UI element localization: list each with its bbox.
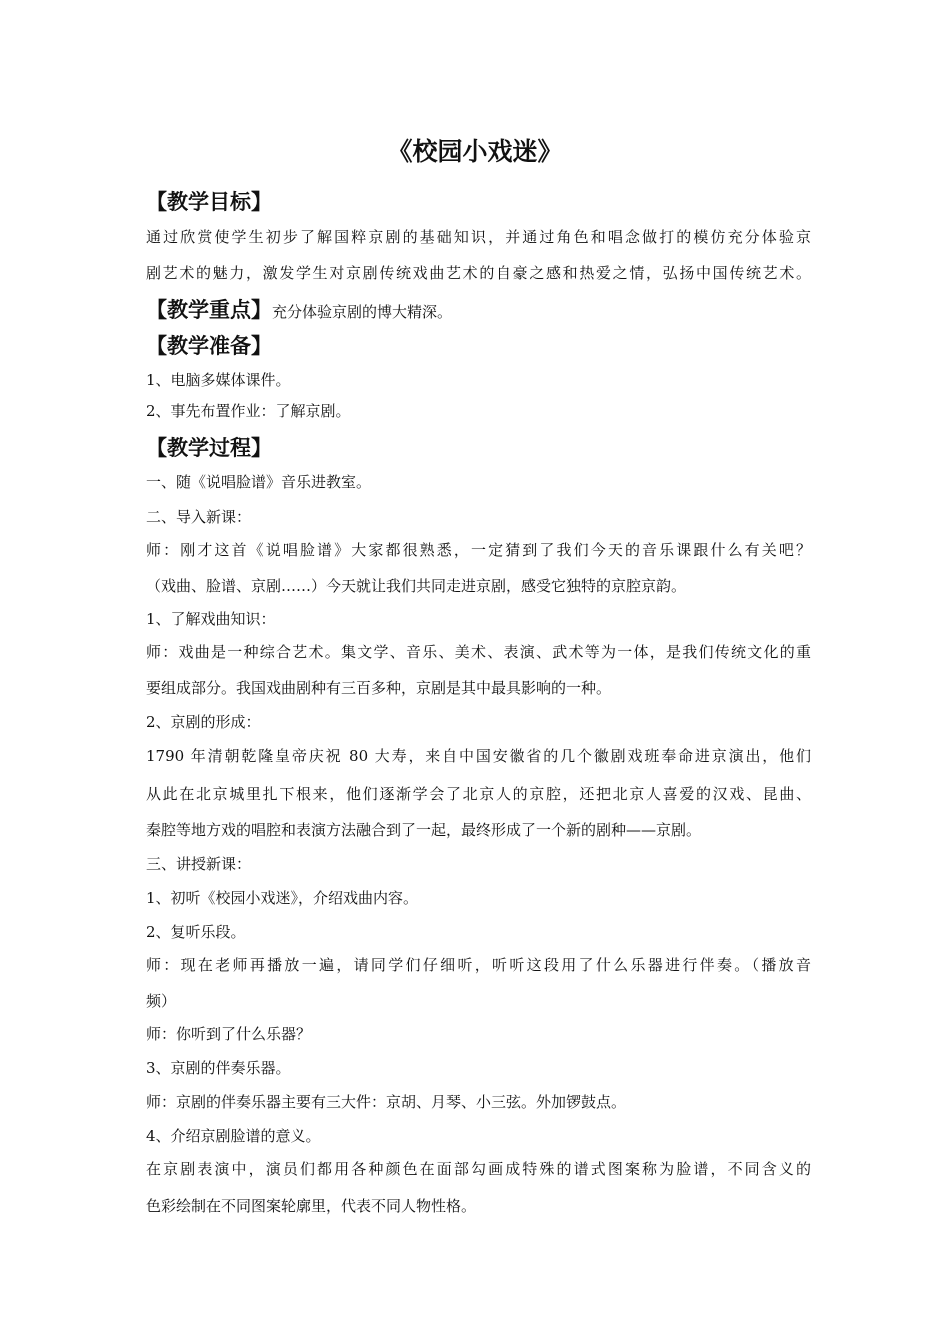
paragraph-line: 1、了解戏曲知识： (146, 610, 276, 628)
paragraph-line: 1、初听《校园小戏迷》，介绍戏曲内容。 (146, 889, 419, 907)
paragraph-line: 师：京剧的伴奏乐器主要有三大件：京胡、月琴、小三弦。外加锣鼓点。 (146, 1093, 627, 1111)
heading-goals: 【教学目标】 (146, 190, 272, 214)
paragraph-line: 1790 年清朝乾隆皇帝庆祝 80 大寿，来自中国安徽省的几个徽剧戏班奉命进京演出，他们 (146, 747, 811, 765)
paragraph-line: 师：刚才这首《说唱脸谱》大家都很熟悉，一定猜到了我们今天的音乐课跟什么有关吧？ (146, 541, 811, 559)
paragraph-line: 3、京剧的伴奏乐器。 (146, 1059, 291, 1077)
paragraph-line: 频） (146, 992, 177, 1010)
paragraph-line: 要组成部分。我国戏曲剧种有三百多种，京剧是其中最具影响的一种。 (146, 679, 612, 697)
list-item: 1、电脑多媒体课件。 (146, 371, 291, 389)
paragraph-line: 秦腔等地方戏的唱腔和表演方法融合到了一起，最终形成了一个新的剧种——京剧。 (146, 821, 702, 839)
paragraph-line: 通过欣赏使学生初步了解国粹京剧的基础知识，并通过角色和唱念做打的模仿充分体验京 (146, 228, 811, 246)
paragraph-line: 在京剧表演中，演员们都用各种颜色在面部勾画成特殊的谱式图案称为脸谱，不同含义的 (146, 1160, 811, 1178)
paragraph-line: 4、介绍京剧脸谱的意义。 (146, 1127, 321, 1145)
heading-prep: 【教学准备】 (146, 334, 272, 358)
paragraph-line: 2、京剧的形成： (146, 713, 261, 731)
paragraph-line: 师：现在老师再播放一遍，请同学们仔细听，听听这段用了什么乐器进行伴奏。（播放音 (146, 956, 811, 974)
paragraph-line: 色彩绘制在不同图案轮廓里，代表不同人物性格。 (146, 1197, 477, 1215)
paragraph-line: 师：戏曲是一种综合艺术。集文学、音乐、美术、表演、武术等为一体，是我们传统文化的重 (146, 643, 811, 661)
paragraph-line: 二、导入新课： (146, 508, 252, 526)
list-item: 2、事先布置作业：了解京剧。 (146, 402, 351, 420)
document-title: 《校园小戏迷》 (387, 137, 563, 166)
focus-text: 充分体验京剧的博大精深。 (272, 303, 453, 321)
paragraph-line: 从此在北京城里扎下根来，他们逐渐学会了北京人的京腔，还把北京人喜爱的汉戏、昆曲、 (146, 785, 811, 803)
paragraph-line: 2、复听乐段。 (146, 923, 246, 941)
paragraph-line: 师：你听到了什么乐器？ (146, 1025, 312, 1043)
paragraph-line: 一、随《说唱脸谱》音乐进教室。 (146, 473, 372, 491)
heading-focus (146, 294, 452, 324)
paragraph-line: 剧艺术的魅力，激发学生对京剧传统戏曲艺术的自豪之感和热爱之情，弘扬中国传统艺术。 (146, 264, 811, 282)
paragraph-line: （戏曲、脸谱、京剧……）今天就让我们共同走进京剧，感受它独特的京腔京韵。 (146, 577, 687, 595)
heading-focus-label: 【教学重点】 (146, 298, 272, 322)
heading-process: 【教学过程】 (146, 436, 272, 460)
paragraph-line: 三、讲授新课： (146, 855, 252, 873)
